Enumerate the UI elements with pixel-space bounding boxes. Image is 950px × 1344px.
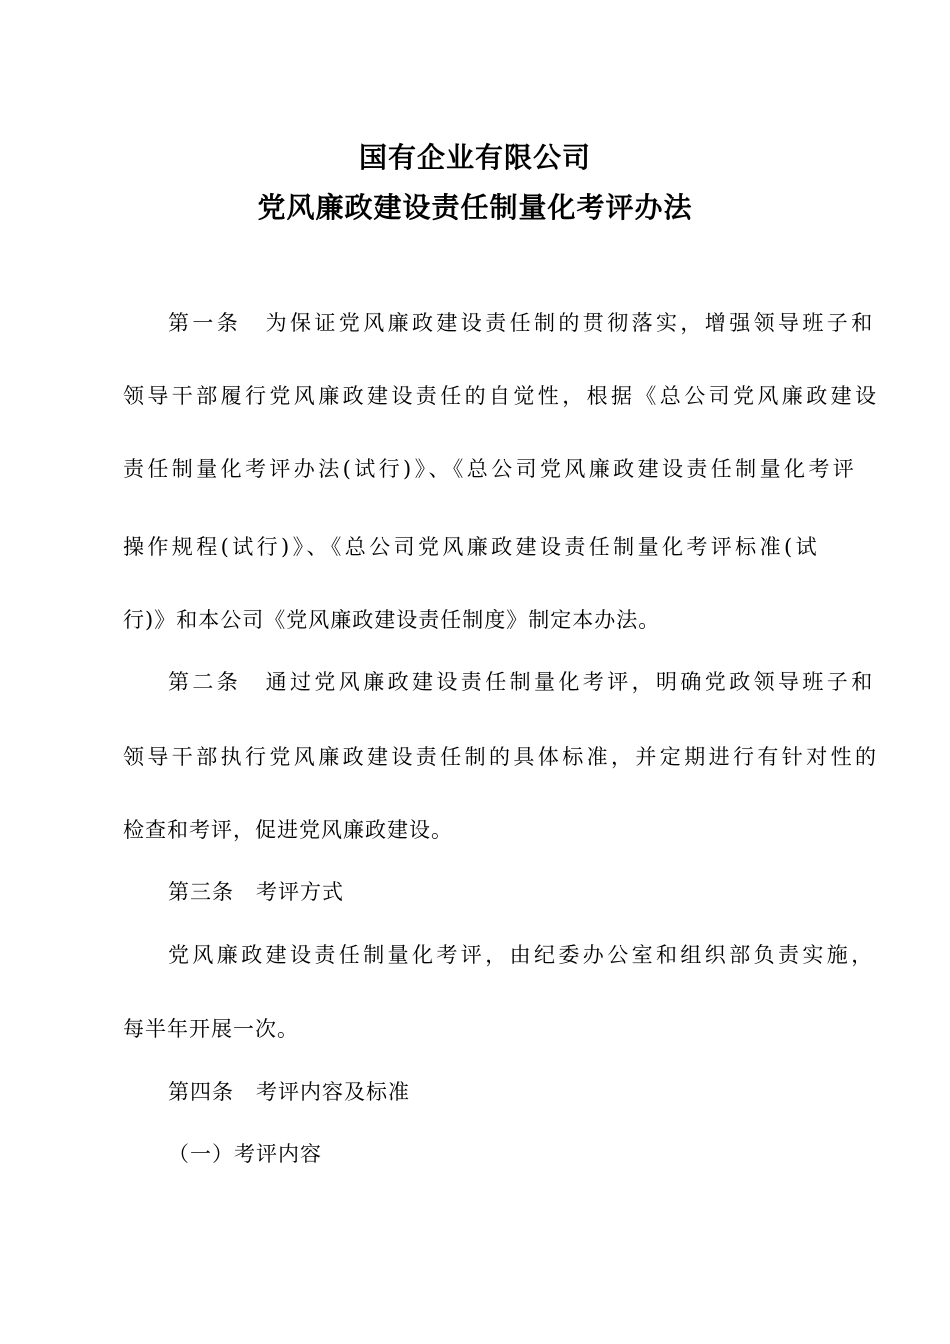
article-1-line-1: 第一条 为保证党风廉政建设责任制的贯彻落实，增强领导班子和 <box>168 311 876 335</box>
article-3-heading: 第三条 考评方式 <box>168 880 344 904</box>
article-4-heading: 第四条 考评内容及标准 <box>168 1080 410 1104</box>
article-2-line-1: 第二条 通过党风廉政建设责任制量化考评，明确党政领导班子和 <box>168 670 876 694</box>
article-4-subheading: （一）考评内容 <box>168 1142 322 1166</box>
article-3-line-2: 每半年开展一次。 <box>123 1017 299 1041</box>
article-2-line-2: 领导干部执行党风廉政建设责任制的具体标准，并定期进行有针对性的 <box>123 745 880 769</box>
article-1-line-2: 领导干部履行党风廉政建设责任的自觉性，根据《总公司党风廉政建设 <box>123 384 880 408</box>
article-1-line-4: 操作规程(试行)》、《总公司党风廉政建设责任制量化考评标准(试 <box>123 535 820 559</box>
article-1-line-5: 行)》和本公司《党风廉政建设责任制度》制定本办法。 <box>123 608 661 632</box>
article-3-line-1: 党风廉政建设责任制量化考评，由纪委办公室和组织部负责实施， <box>168 943 876 967</box>
article-2-line-3: 检查和考评，促进党风廉政建设。 <box>123 818 453 842</box>
document-title-line-1: 国有企业有限公司 <box>358 141 591 174</box>
article-1-line-3: 责任制量化考评办法(试行)》、《总公司党风廉政建设责任制量化考评 <box>123 457 858 481</box>
document-title-line-2: 党风廉政建设责任制量化考评办法 <box>257 191 693 224</box>
